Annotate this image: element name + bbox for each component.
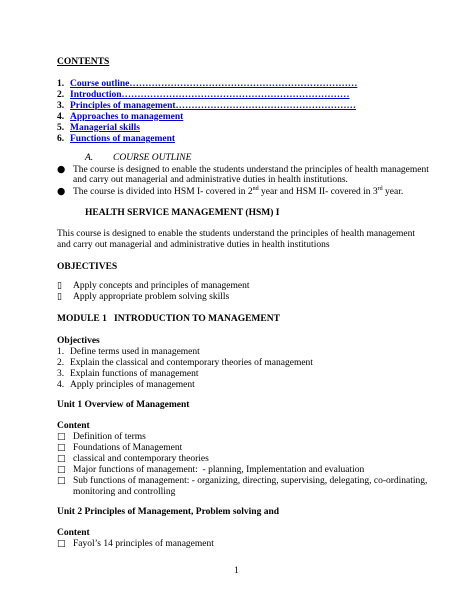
unit-2-heading: Unit 2 Principles of Management, Problem solving and: [57, 507, 280, 517]
toc-item-approaches[interactable]: [57, 112, 183, 123]
content-item-continuation: monitoring and controlling: [73, 487, 176, 497]
item-text: Explain the classical and contemporary theories of management: [70, 358, 313, 368]
bullet-text: The course is designed to enable the students understand the principles of health management: [73, 165, 429, 175]
unit-1-content-heading: Content: [57, 421, 90, 431]
objective-item: [57, 281, 250, 292]
contents-title: CONTENTS: [57, 57, 110, 67]
module-objective-item: [57, 380, 195, 391]
course-outline-bullet-1-cont: and carry out managerial and administrative duties in health institutions.: [73, 175, 348, 185]
toc-number: 2.: [57, 90, 65, 100]
section-letter: A.: [85, 153, 94, 163]
toc-number: 4.: [57, 112, 65, 122]
objective-text: Apply appropriate problem solving skills: [73, 292, 230, 302]
hsm-paragraph-line-1: This course is designed to enable the students understand the principles of health management: [57, 229, 415, 239]
content-item: [57, 432, 146, 443]
toc-link[interactable]: Principles of management…………………………………………………: [70, 101, 357, 111]
content-text: classical and contemporary theories: [73, 454, 209, 464]
square-bullet-icon: □: [57, 539, 66, 549]
content-item: [57, 539, 214, 550]
content-item: [57, 454, 209, 465]
unit-2-content-heading: Content: [57, 528, 90, 538]
content-text: Definition of terms: [73, 432, 146, 442]
toc-link[interactable]: Functions of management: [70, 134, 176, 144]
bullet-icon: ●: [57, 164, 66, 175]
content-item: [57, 476, 427, 487]
square-bullet-icon: □: [57, 476, 66, 486]
bullet-text-a: The course is divided into HSM I- covered in 2: [73, 187, 253, 197]
bullet-icon: ●: [57, 186, 66, 197]
module-1-objectives-heading: Objectives: [57, 336, 100, 346]
toc-item-principles[interactable]: [57, 101, 356, 112]
toc-item-course-outline[interactable]: [57, 79, 357, 90]
section-title: COURSE OUTLINE: [113, 153, 192, 163]
toc-number: 1.: [57, 79, 65, 89]
item-text: Define terms used in management: [70, 347, 200, 357]
toc-link[interactable]: Approaches to management: [70, 112, 184, 122]
toc-item-managerial-skills[interactable]: [57, 123, 140, 134]
content-text: Sub functions of management: - organizing, directing, supervising, delegating, co-ordinating,: [73, 476, 428, 486]
square-bullet-icon: □: [57, 465, 66, 475]
toc-link[interactable]: Course outline………………………………………………………………: [70, 79, 358, 89]
bullet-text-c: year.: [382, 187, 404, 197]
item-number: 3.: [57, 369, 65, 379]
item-number: 1.: [57, 347, 65, 357]
objective-item: [57, 292, 229, 303]
module-objective-item: [57, 347, 200, 358]
course-outline-bullet-2: [57, 186, 403, 198]
objectives-heading: OBJECTIVES: [57, 262, 118, 272]
objective-text: Apply concepts and principles of management: [73, 281, 250, 291]
course-outline-heading: [85, 153, 191, 164]
toc-number: 3.: [57, 101, 65, 111]
content-text: Fayol’s 14 principles of management: [73, 539, 214, 549]
toc-number: 6.: [57, 134, 65, 144]
bullet-text-b: year and HSM II- covered in 3: [258, 187, 378, 197]
item-number: 2.: [57, 358, 65, 368]
module-objective-item: [57, 369, 198, 380]
square-bullet-icon: □: [57, 432, 66, 442]
module-objective-item: [57, 358, 313, 369]
box-marker-icon: ▯: [57, 292, 62, 302]
unit-1-heading: Unit 1 Overview of Management: [57, 400, 190, 410]
module-1-heading: MODULE 1 INTRODUCTION TO MANAGEMENT: [57, 314, 280, 324]
content-item: [57, 443, 182, 454]
square-bullet-icon: □: [57, 454, 66, 464]
hsm-paragraph-line-2: and carry out managerial and administrative duties in health institutions: [57, 240, 330, 250]
box-marker-icon: ▯: [57, 281, 62, 291]
content-text: Major functions of management: - planning, Implementation and evaluation: [73, 465, 365, 475]
ordinal-nd: nd: [252, 185, 259, 192]
content-item: [57, 465, 364, 476]
toc-item-functions[interactable]: [57, 134, 175, 145]
item-text: Explain functions of management: [70, 369, 199, 379]
toc-item-introduction[interactable]: [57, 90, 350, 101]
ordinal-rd: rd: [377, 185, 383, 192]
page-number: 1: [234, 566, 239, 576]
square-bullet-icon: □: [57, 443, 66, 453]
toc-number: 5.: [57, 123, 65, 133]
hsm-heading: HEALTH SERVICE MANAGEMENT (HSM) I: [85, 208, 280, 218]
item-number: 4.: [57, 380, 65, 390]
item-text: Apply principles of management: [70, 380, 195, 390]
toc-link[interactable]: Introduction………………………………………………………………: [70, 90, 350, 100]
toc-link[interactable]: Managerial skills: [70, 123, 140, 133]
content-text: Foundations of Management: [73, 443, 183, 453]
